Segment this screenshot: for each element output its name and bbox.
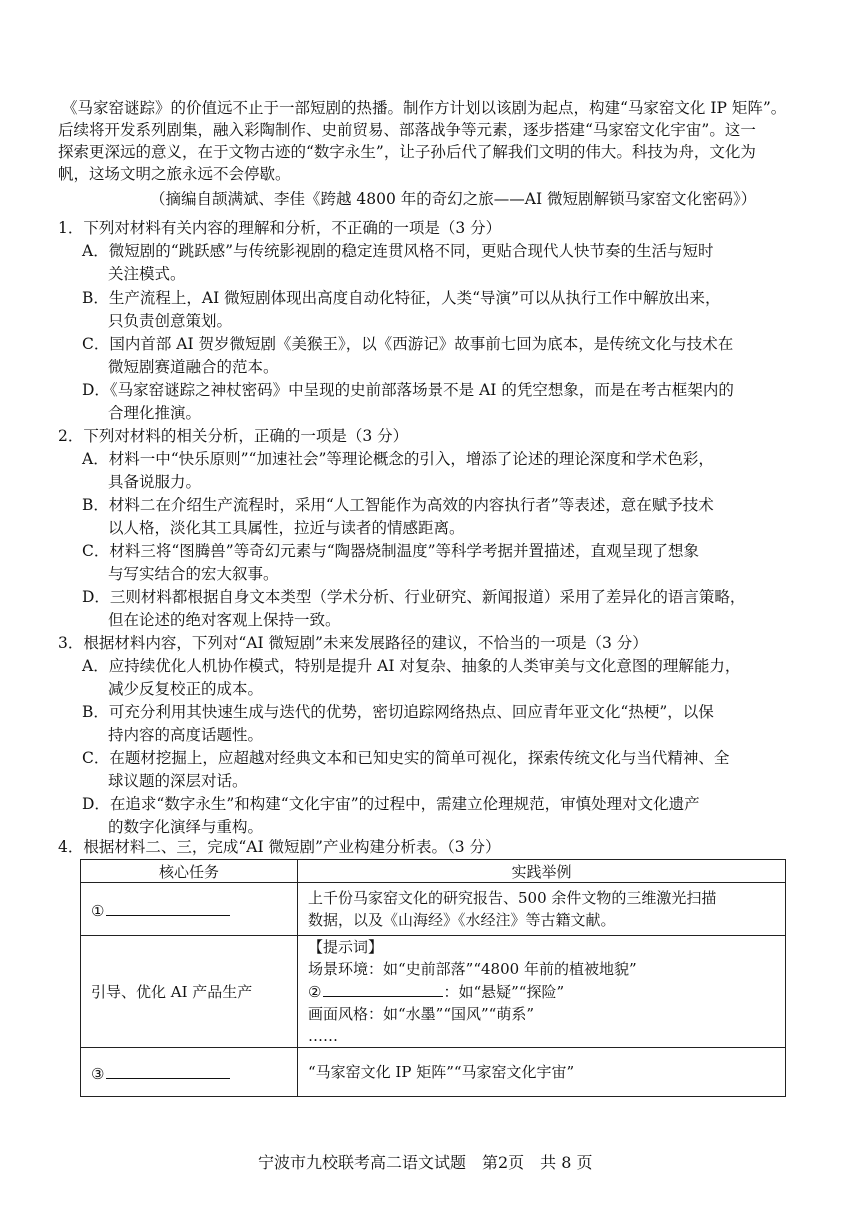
q3-option-b-cont: 持内容的高度话题性。 — [108, 726, 264, 744]
q3-option-b: B．可充分利用其快速生成与迭代的优势，密切追踪网络热点、回应青年亚文化“热梗”，以保 — [82, 703, 714, 721]
table-cell-blank-3[interactable] — [81, 1048, 298, 1097]
intro-line-2: 后续将开发系列剧集，融入彩陶制作、史前贸易、部落战争等元素，逐步搭建“马家窑文化宇宙”。这一 — [58, 121, 756, 139]
table-cell-example-2 — [298, 936, 786, 1048]
q3-option-c-cont: 球议题的深层对话。 — [108, 772, 248, 790]
prompt-genre-examples: ：如“悬疑”“探险” — [443, 983, 565, 1001]
q1-option-b-cont: 只负责创意策划。 — [108, 312, 233, 330]
answer-blank-2[interactable] — [323, 980, 443, 997]
intro-line-3: 探索更深远的意义，在于文物古迹的“数字永生”，让子孙后代了解我们文明的伟大。科技为舟，文化为 — [58, 143, 756, 161]
analysis-table — [80, 859, 786, 1097]
table-row — [81, 883, 786, 936]
q1-option-a-cont: 关注模式。 — [108, 265, 186, 283]
intro-line-4: 帆，这场文明之旅永远不会停歇。 — [58, 165, 291, 183]
q3-option-c: C．在题材挖掘上，应超越对经典文本和已知史实的简单可视化，探索传统文化与当代精神、全 — [82, 749, 730, 767]
table-cell-example-1 — [298, 883, 786, 936]
q3-option-a-cont: 减少反复校正的成本。 — [108, 680, 264, 698]
table-cell-blank-1[interactable] — [81, 883, 298, 936]
table-header-row — [81, 860, 786, 883]
table-cell-task-2: 引导、优化 AI 产品生产 — [81, 936, 298, 1048]
q2-option-b: B．材料二在介绍生产流程时，采用“人工智能作为高效的内容执行者”等表述，意在赋予技术 — [82, 496, 714, 514]
blank-marker-2: ② — [308, 983, 322, 1001]
q1-stem: 1．下列对材料有关内容的理解和分析，不正确的一项是（3 分） — [58, 219, 502, 237]
q4-stem: 4．根据材料二、三，完成“AI 微短剧”产业构建分析表。（3 分） — [58, 838, 501, 856]
prompt-style: 画面风格：如“水墨”“国风”“萌系” — [308, 1005, 535, 1023]
table-row — [81, 1048, 786, 1097]
q2-option-c-cont: 与写实结合的宏大叙事。 — [108, 565, 279, 583]
blank-marker-3: ③ — [91, 1064, 105, 1083]
answer-blank-1[interactable] — [106, 899, 230, 916]
prompt-ellipsis: …… — [308, 1027, 338, 1045]
example-1-line-1: 上千份马家窑文化的研究报告、500 余件文物的三维激光扫描 — [308, 889, 717, 907]
q3-option-d: D．在追求“数字永生”和构建“文化宇宙”的过程中，需建立伦理规范，审慎处理对文化遗产 — [82, 795, 700, 813]
q2-option-a-cont: 具备说服力。 — [108, 473, 202, 491]
source-citation: （摘编自颉满斌、李佳《跨越 4800 年的奇幻之旅——AI 微短剧解锁马家窑文化密码》） — [150, 190, 757, 208]
q1-option-c-cont: 微短剧赛道融合的范本。 — [108, 358, 279, 376]
example-1-line-2: 数据，以及《山海经》《水经注》等古籍文献。 — [308, 911, 616, 929]
prompt-title: 【提示词】 — [308, 938, 384, 956]
q2-stem: 2．下列对材料的相关分析，正确的一项是（3 分） — [58, 427, 409, 445]
answer-blank-3[interactable] — [106, 1062, 230, 1079]
q2-option-d: D．三则材料都根据自身文本类型（学术分析、行业研究、新闻报道）采用了差异化的语言策略， — [82, 588, 746, 606]
q3-option-a: A．应持续优化人机协作模式，特别是提升 AI 对复杂、抽象的人类审美与文化意图的理解能力， — [82, 657, 741, 675]
table-row — [81, 936, 786, 1048]
prompt-blank-line — [308, 980, 785, 1003]
q3-stem: 3．根据材料内容，下列对“AI 微短剧”未来发展路径的建议，不恰当的一项是（3 分） — [58, 634, 648, 652]
q1-option-d-cont: 合理化推演。 — [108, 404, 202, 422]
table-header-task: 核心任务 — [81, 860, 298, 883]
q2-option-c: C．材料三将“图腾兽”等奇幻元素与“陶器烧制温度”等科学考据并置描述，直观呈现了想象 — [82, 542, 700, 560]
blank-marker-1: ① — [91, 901, 105, 920]
prompt-scene: 场景环境：如“史前部落”“4800 年前的植被地貌” — [308, 960, 637, 978]
q2-option-d-cont: 但在论述的绝对客观上保持一致。 — [108, 611, 341, 629]
page-footer: 宁波市九校联考高二语文试题 第2页 共 8 页 — [258, 1153, 593, 1172]
q1-option-d: D．《马家窑谜踪之神杖密码》中呈现的史前部落场景不是 AI 的凭空想象，而是在考古框架内的 — [82, 381, 734, 399]
intro-line-1: 《马家窑谜踪》的价值远不止于一部短剧的热播。制作方计划以该剧为起点，构建“马家窑文化 IP 矩阵”。 — [62, 99, 787, 117]
q1-option-c: C．国内首部 AI 贺岁微短剧《美猴王》，以《西游记》故事前七回为底本，是传统文化与技术在 — [82, 335, 734, 353]
q1-option-b: B．生产流程上，AI 微短剧体现出高度自动化特征，人类“导演”可以从执行工作中解放出来， — [82, 289, 721, 307]
q2-option-b-cont: 以人格，淡化其工具属性，拉近与读者的情感距离。 — [108, 519, 465, 537]
table-cell-example-3: “马家窑文化 IP 矩阵”“马家窑文化宇宙” — [298, 1048, 786, 1097]
q3-option-d-cont: 的数字化演绎与重构。 — [108, 818, 264, 836]
table-header-example: 实践举例 — [298, 860, 786, 883]
q2-option-a: A．材料一中“快乐原则”“加速社会”等理论概念的引入，增添了论述的理论深度和学术色彩， — [82, 450, 714, 468]
q1-option-a: A．微短剧的“跳跃感”与传统影视剧的稳定连贯风格不同，更贴合现代人快节奏的生活与短时 — [82, 242, 714, 260]
